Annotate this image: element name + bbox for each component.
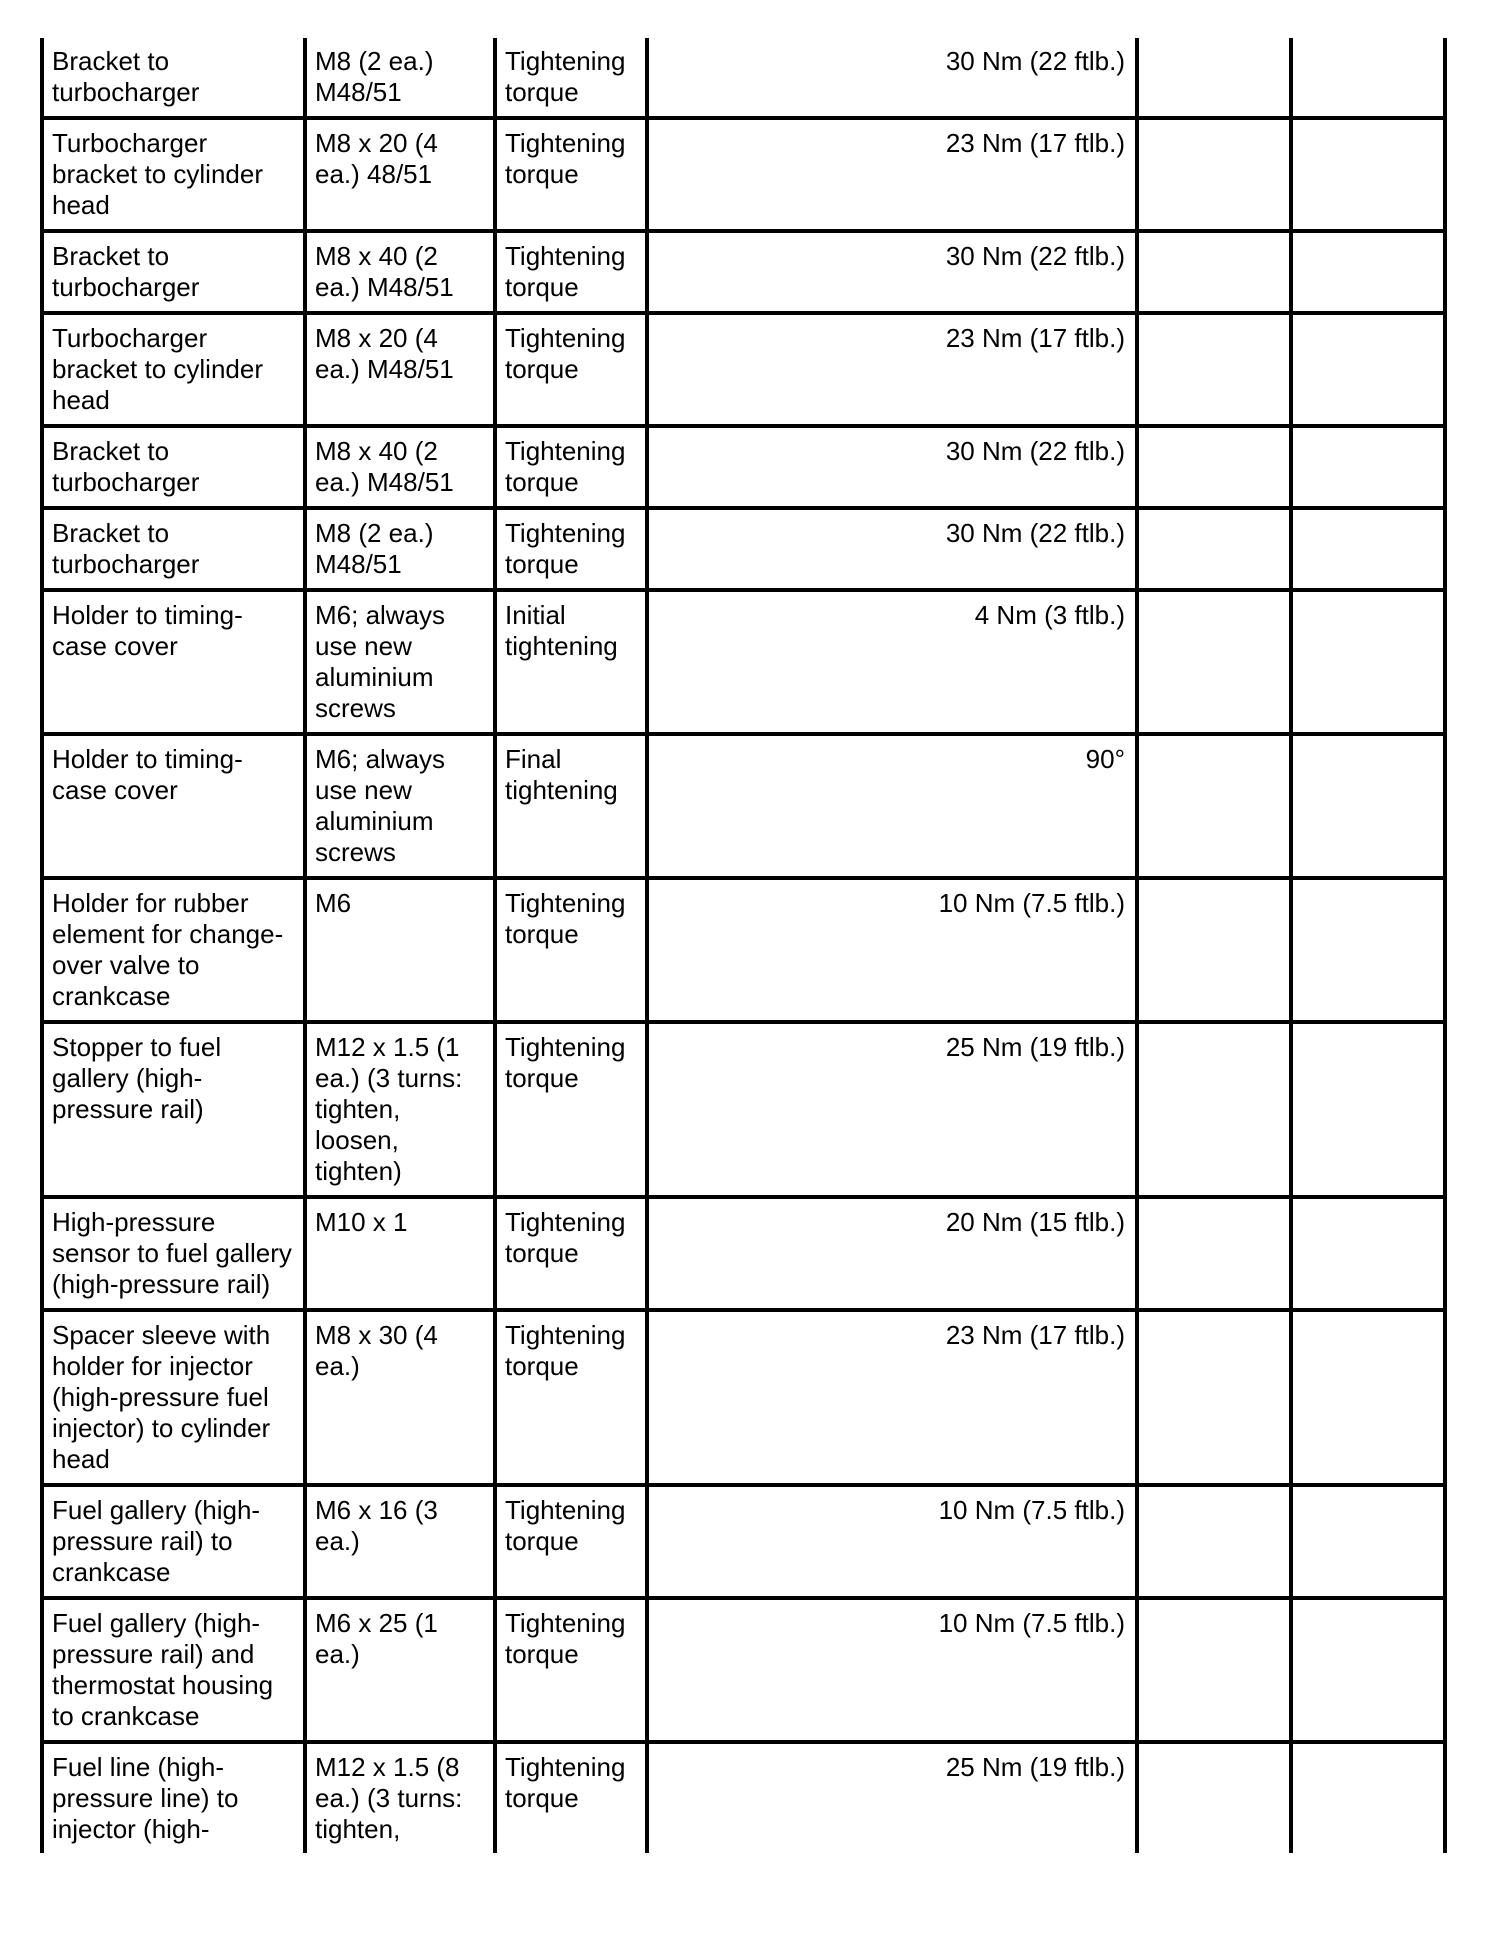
table-row — [42, 118, 1445, 231]
table-row — [42, 734, 1445, 878]
fastener-cell: M6 — [305, 878, 495, 1022]
procedure-cell: Tightening torque — [495, 118, 647, 231]
component-cell: Turbocharger bracket to cylinder head — [42, 313, 305, 426]
component-cell: Spacer sleeve with holder for injector (high-pressure fuel injector) to cylinder head — [42, 1310, 305, 1485]
torque-value-cell: 10 Nm (7.5 ftlb.) — [647, 878, 1137, 1022]
torque-value-cell: 25 Nm (19 ftlb.) — [647, 1742, 1137, 1853]
table-row — [42, 313, 1445, 426]
torque-value-cell: 10 Nm (7.5 ftlb.) — [647, 1598, 1137, 1742]
blank-cell — [1137, 878, 1291, 1022]
blank-cell — [1137, 118, 1291, 231]
fastener-cell: M8 (2 ea.) M48/51 — [305, 508, 495, 590]
component-cell: Fuel line (high-pressure line) to injector (high- — [42, 1742, 305, 1853]
torque-value-cell: 23 Nm (17 ftlb.) — [647, 118, 1137, 231]
fastener-cell: M12 x 1.5 (8 ea.) (3 turns: tighten, — [305, 1742, 495, 1853]
torque-value-cell: 30 Nm (22 ftlb.) — [647, 231, 1137, 313]
table-row — [42, 508, 1445, 590]
procedure-cell: Tightening torque — [495, 508, 647, 590]
blank-cell — [1291, 590, 1445, 734]
component-cell: Bracket to turbocharger — [42, 38, 305, 118]
fastener-cell: M6 x 25 (1 ea.) — [305, 1598, 495, 1742]
table-row — [42, 38, 1445, 118]
component-cell: Turbocharger bracket to cylinder head — [42, 118, 305, 231]
table-row — [42, 878, 1445, 1022]
blank-cell — [1137, 1310, 1291, 1485]
table-row — [42, 590, 1445, 734]
blank-cell — [1137, 734, 1291, 878]
fastener-cell: M6; always use new aluminium screws — [305, 590, 495, 734]
component-cell: High-pressure sensor to fuel gallery (high-pressure rail) — [42, 1197, 305, 1310]
fastener-cell: M6; always use new aluminium screws — [305, 734, 495, 878]
torque-value-cell: 23 Nm (17 ftlb.) — [647, 313, 1137, 426]
torque-value-cell: 20 Nm (15 ftlb.) — [647, 1197, 1137, 1310]
blank-cell — [1137, 313, 1291, 426]
blank-cell — [1291, 231, 1445, 313]
blank-cell — [1137, 426, 1291, 508]
procedure-cell: Tightening torque — [495, 38, 647, 118]
blank-cell — [1291, 1598, 1445, 1742]
component-cell: Bracket to turbocharger — [42, 508, 305, 590]
table-row — [42, 1022, 1445, 1197]
fastener-cell: M6 x 16 (3 ea.) — [305, 1485, 495, 1598]
torque-spec-document — [40, 38, 1447, 1853]
component-cell: Fuel gallery (high-pressure rail) to crankcase — [42, 1485, 305, 1598]
procedure-cell: Final tightening — [495, 734, 647, 878]
component-cell: Stopper to fuel gallery (high-pressure rail) — [42, 1022, 305, 1197]
torque-value-cell: 30 Nm (22 ftlb.) — [647, 508, 1137, 590]
blank-cell — [1291, 878, 1445, 1022]
blank-cell — [1291, 1485, 1445, 1598]
fastener-cell: M8 x 40 (2 ea.) M48/51 — [305, 231, 495, 313]
procedure-cell: Tightening torque — [495, 1022, 647, 1197]
blank-cell — [1137, 1485, 1291, 1598]
table-row — [42, 1485, 1445, 1598]
blank-cell — [1137, 1197, 1291, 1310]
blank-cell — [1291, 118, 1445, 231]
blank-cell — [1291, 313, 1445, 426]
blank-cell — [1291, 1310, 1445, 1485]
blank-cell — [1291, 1742, 1445, 1853]
table-row — [42, 231, 1445, 313]
blank-cell — [1137, 590, 1291, 734]
torque-value-cell: 90° — [647, 734, 1137, 878]
blank-cell — [1137, 231, 1291, 313]
fastener-cell: M10 x 1 — [305, 1197, 495, 1310]
fastener-cell: M8 (2 ea.) M48/51 — [305, 38, 495, 118]
blank-cell — [1291, 734, 1445, 878]
table-row — [42, 1742, 1445, 1853]
component-cell: Holder to timing-case cover — [42, 734, 305, 878]
blank-cell — [1291, 426, 1445, 508]
component-cell: Bracket to turbocharger — [42, 426, 305, 508]
torque-value-cell: 30 Nm (22 ftlb.) — [647, 38, 1137, 118]
component-cell: Holder for rubber element for change-over valve to crankcase — [42, 878, 305, 1022]
procedure-cell: Tightening torque — [495, 313, 647, 426]
blank-cell — [1137, 1598, 1291, 1742]
torque-spec-table — [40, 38, 1447, 1853]
procedure-cell: Tightening torque — [495, 426, 647, 508]
blank-cell — [1291, 1197, 1445, 1310]
component-cell: Holder to timing-case cover — [42, 590, 305, 734]
fastener-cell: M8 x 40 (2 ea.) M48/51 — [305, 426, 495, 508]
blank-cell — [1291, 1022, 1445, 1197]
table-row — [42, 1310, 1445, 1485]
fastener-cell: M12 x 1.5 (1 ea.) (3 turns: tighten, loosen, tighten) — [305, 1022, 495, 1197]
torque-spec-table-body — [42, 38, 1445, 1853]
blank-cell — [1291, 508, 1445, 590]
fastener-cell: M8 x 20 (4 ea.) M48/51 — [305, 313, 495, 426]
procedure-cell: Tightening torque — [495, 1742, 647, 1853]
component-cell: Fuel gallery (high-pressure rail) and thermostat housing to crankcase — [42, 1598, 305, 1742]
blank-cell — [1137, 508, 1291, 590]
blank-cell — [1291, 38, 1445, 118]
torque-value-cell: 30 Nm (22 ftlb.) — [647, 426, 1137, 508]
table-row — [42, 1197, 1445, 1310]
blank-cell — [1137, 1022, 1291, 1197]
torque-value-cell: 4 Nm (3 ftlb.) — [647, 590, 1137, 734]
blank-cell — [1137, 1742, 1291, 1853]
procedure-cell: Tightening torque — [495, 1598, 647, 1742]
table-row — [42, 426, 1445, 508]
torque-value-cell: 10 Nm (7.5 ftlb.) — [647, 1485, 1137, 1598]
torque-value-cell: 23 Nm (17 ftlb.) — [647, 1310, 1137, 1485]
fastener-cell: M8 x 30 (4 ea.) — [305, 1310, 495, 1485]
procedure-cell: Tightening torque — [495, 1485, 647, 1598]
component-cell: Bracket to turbocharger — [42, 231, 305, 313]
procedure-cell: Tightening torque — [495, 878, 647, 1022]
blank-cell — [1137, 38, 1291, 118]
procedure-cell: Tightening torque — [495, 231, 647, 313]
torque-value-cell: 25 Nm (19 ftlb.) — [647, 1022, 1137, 1197]
procedure-cell: Initial tightening — [495, 590, 647, 734]
fastener-cell: M8 x 20 (4 ea.) 48/51 — [305, 118, 495, 231]
table-row — [42, 1598, 1445, 1742]
procedure-cell: Tightening torque — [495, 1310, 647, 1485]
procedure-cell: Tightening torque — [495, 1197, 647, 1310]
